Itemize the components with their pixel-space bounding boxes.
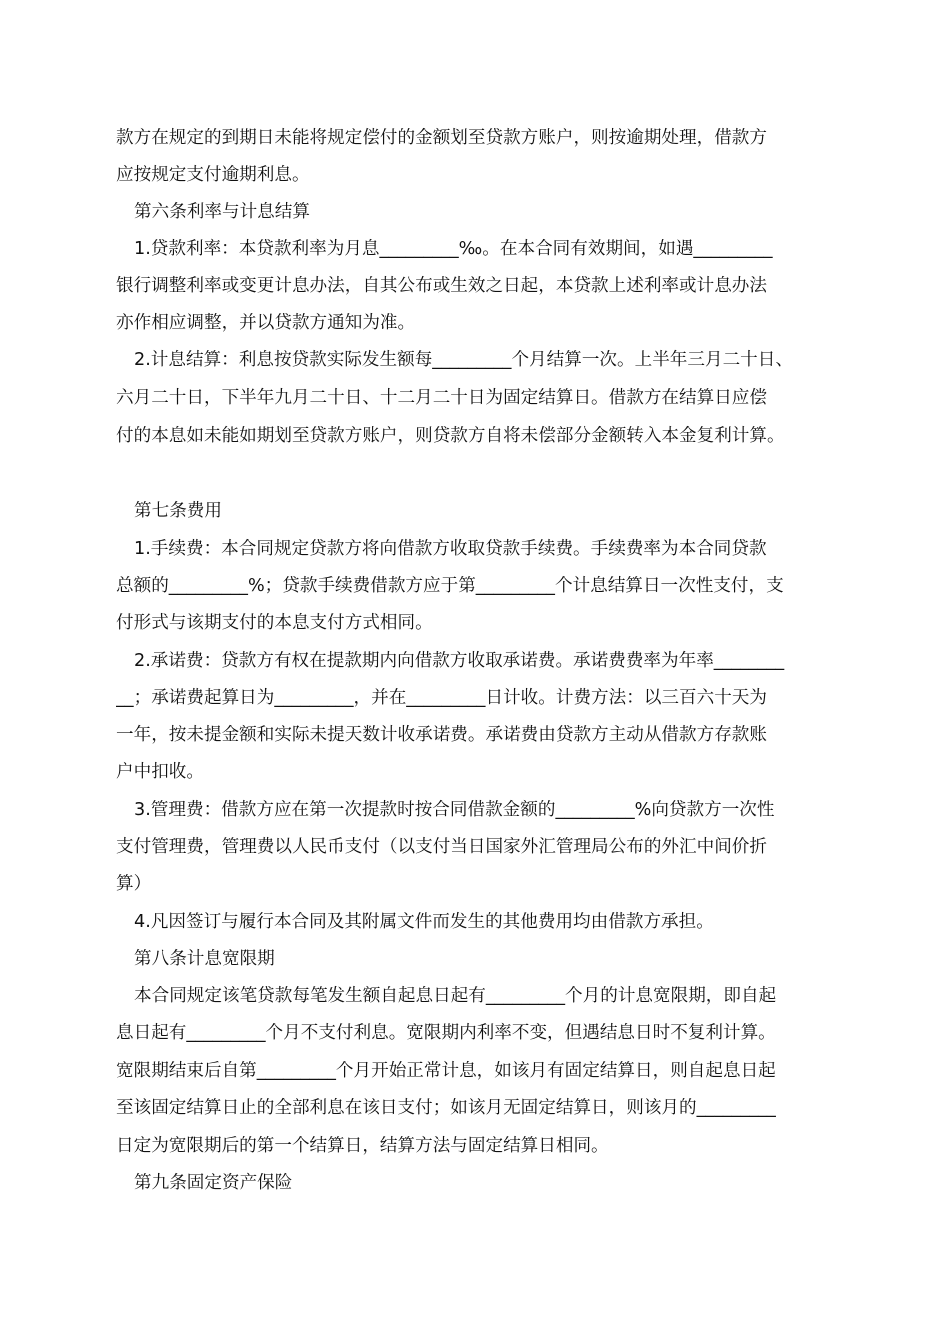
paragraph-line: 款方在规定的到期日未能将规定偿付的金额划至贷款方账户，则按逾期处理，借款方 xyxy=(116,128,767,148)
paragraph-line: 至该固定结算日止的全部利息在该日支付；如该月无固定结算日，则该月的_________ xyxy=(116,1098,776,1118)
paragraph-line: 支付管理费，管理费以人民币支付（以支付当日国家外汇管理局公布的外汇中间价折 xyxy=(116,837,767,857)
section-heading-8: 第八条计息宽限期 xyxy=(134,949,275,969)
paragraph-line: 本合同规定该笔贷款每笔发生额自起息日起有_________个月的计息宽限期，即自起 xyxy=(134,986,777,1006)
paragraph-line: __；承诺费起算日为_________，并在_________日计收。计费方法：以三百六十天为 xyxy=(116,688,767,708)
paragraph-line: 4.凡因签订与履行本合同及其附属文件而发生的其他费用均由借款方承担。 xyxy=(134,912,714,932)
paragraph-line: 付的本息如未能如期划至贷款方账户，则贷款方自将未偿部分金额转入本金复利计算。 xyxy=(116,426,785,446)
paragraph-line: 总额的_________%；贷款手续费借款方应于第_________个计息结算日一次性支付，支 xyxy=(116,576,784,596)
paragraph-line: 1.手续费：本合同规定贷款方将向借款方收取贷款手续费。手续费率为本合同贷款 xyxy=(134,539,767,559)
paragraph-line: 日定为宽限期后的第一个结算日，结算方法与固定结算日相同。 xyxy=(116,1136,609,1156)
paragraph-line: 息日起有_________个月不支付利息。宽限期内利率不变，但遇结息日时不复利计算。 xyxy=(116,1023,776,1043)
paragraph-line: 3.管理费：借款方应在第一次提款时按合同借款金额的_________%向贷款方一次性 xyxy=(134,800,775,820)
paragraph-line: 2.计息结算：利息按贷款实际发生额每_________个月结算一次。上半年三月二十日、 xyxy=(134,350,793,370)
paragraph-line: 付形式与该期支付的本息支付方式相同。 xyxy=(116,613,433,633)
paragraph-line: 银行调整利率或变更计息办法，自其公布或生效之日起，本贷款上述利率或计息办法 xyxy=(116,276,767,296)
paragraph-line: 1.贷款利率：本贷款利率为月息_________‰。在本合同有效期间，如遇_________ xyxy=(134,239,773,259)
paragraph-line: 应按规定支付逾期利息。 xyxy=(116,165,310,185)
paragraph-line: 2.承诺费：贷款方有权在提款期内向借款方收取承诺费。承诺费费率为年率________ xyxy=(134,651,785,671)
section-heading-7: 第七条费用 xyxy=(134,501,222,521)
paragraph-line: 亦作相应调整，并以贷款方通知为准。 xyxy=(116,313,416,333)
section-heading-9: 第九条固定资产保险 xyxy=(134,1173,293,1193)
paragraph-line: 一年，按未提金额和实际未提天数计收承诺费。承诺费由贷款方主动从借款方存款账 xyxy=(116,725,767,745)
paragraph-line: 算） xyxy=(116,874,152,894)
paragraph-line: 户中扣收。 xyxy=(116,762,204,782)
section-heading-6: 第六条利率与计息结算 xyxy=(134,202,310,222)
paragraph-line: 宽限期结束后自第_________个月开始正常计息，如该月有固定结算日，则自起息日起 xyxy=(116,1061,776,1081)
paragraph-line: 六月二十日，下半年九月二十日、十二月二十日为固定结算日。借款方在结算日应偿 xyxy=(116,388,767,408)
